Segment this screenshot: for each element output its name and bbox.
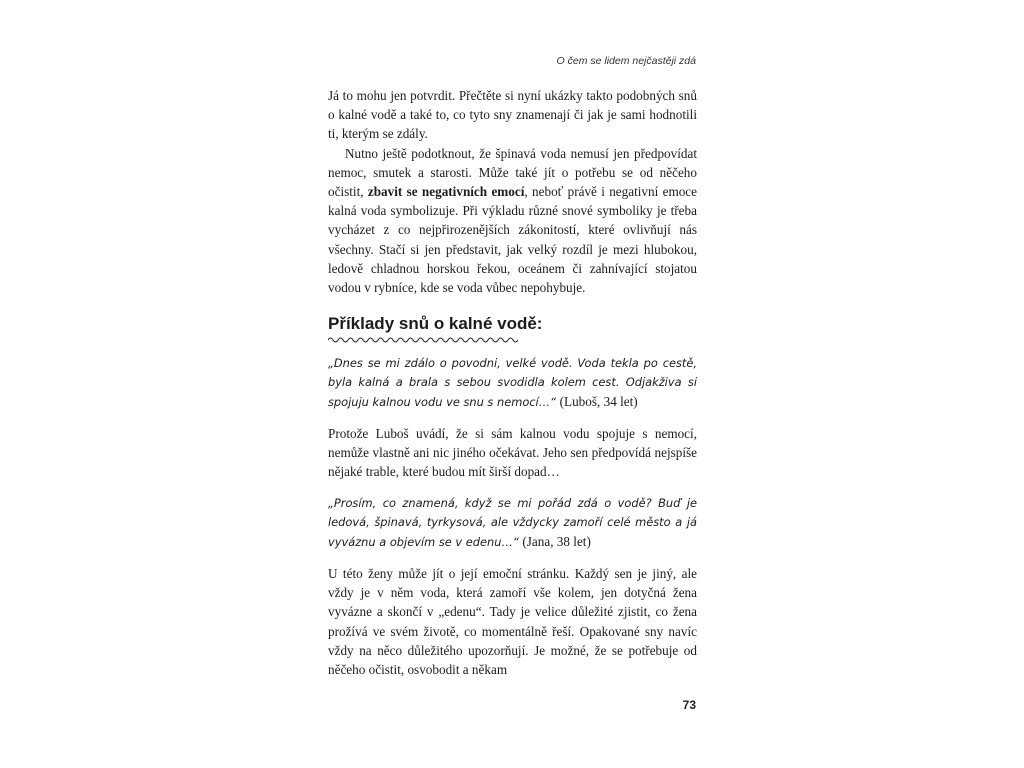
commentary-1-text: Protože Luboš uvádí, že si sám kalnou vodu spojuje s nemocí, nemůže vlastně ani nic jiného očekávat. Jeho sen předpovídá nejspíše nějaké trable, které budou mít širší dopad… — [328, 426, 697, 480]
commentary-2-text: U této ženy může jít o její emoční stránku. Každý sen je jiný, ale vždy je v něm voda, která zamoří vše kolem, jen dotyčná žena vyvázne a skončí v „edenu“. Tady je velice důležité zjistit, co žena prožívá ve svém životě, co momentálně řeší. Opakované sny navíc vždy na něco důležitého upozorňují. Je možné, že se potřebuje od něčeho očistit, osvobodit a někam — [328, 566, 697, 678]
intro-text — [328, 86, 697, 297]
dream-quote-1 — [328, 354, 697, 413]
page-number: 73 — [682, 698, 696, 712]
commentary-2 — [328, 564, 697, 679]
quote-2-text: „Prosím, co znamená, když se mi pořád zdá o vodě? Buď je ledová, špinavá, tyrkysová, ale vždycky zamoří celé město a já vyváznu a objevím se v edenu…“ — [328, 496, 697, 550]
intro-p2-end: , neboť právě i negativní emoce kalná voda symbolizuje. Při výkladu různé snové symboliky je třeba vycházet z co nejpřirozenějších zákonitostí, které ovlivňují nás všechny. Stačí si jen představit, jak velký rozdíl je mezi hlubokou, ledově chladnou horskou řekou, oceánem či zahnívající stojatou vodou v rybníce, kde se voda vůbec nepohybuje. — [328, 184, 698, 296]
section-heading: Příklady snů o kalné vodě: — [328, 314, 543, 333]
intro-paragraph-1: Já to mohu jen potvrdit. Přečtěte si nyní ukázky takto podobných snů o kalné vodě a také to, co tyto sny znamenají či jak je sami hodnotili ti, kterým se zdály. — [328, 88, 697, 142]
commentary-1 — [328, 424, 697, 482]
quote-1-attribution: (Luboš, 34 let) — [559, 394, 638, 410]
quote-1-text: „Dnes se mi zdálo o povodni, velké vodě. Voda tekla po cestě, byla kalná a brala s sebou svodidla kolem cest. Odjakživa si spojuju kalnou vodu ve snu s nemocí…“ — [328, 356, 697, 410]
running-head: O čem se lidem nejčastěji zdá — [556, 55, 696, 67]
dream-quote-2 — [328, 494, 697, 553]
quote-2-attribution: (Jana, 38 let) — [522, 534, 591, 550]
wavy-underline — [328, 336, 518, 344]
emphasis-negative-emotions: zbavit se negativních emocí — [367, 184, 525, 200]
intro-p2-start: Nutno ještě podotknout, že špinavá voda nemusí jen předpovídat nemoc, smutek a starosti. Může také jít o potřebu se od něčeho očistit, — [328, 145, 697, 200]
intro-paragraph-2 — [328, 144, 697, 298]
